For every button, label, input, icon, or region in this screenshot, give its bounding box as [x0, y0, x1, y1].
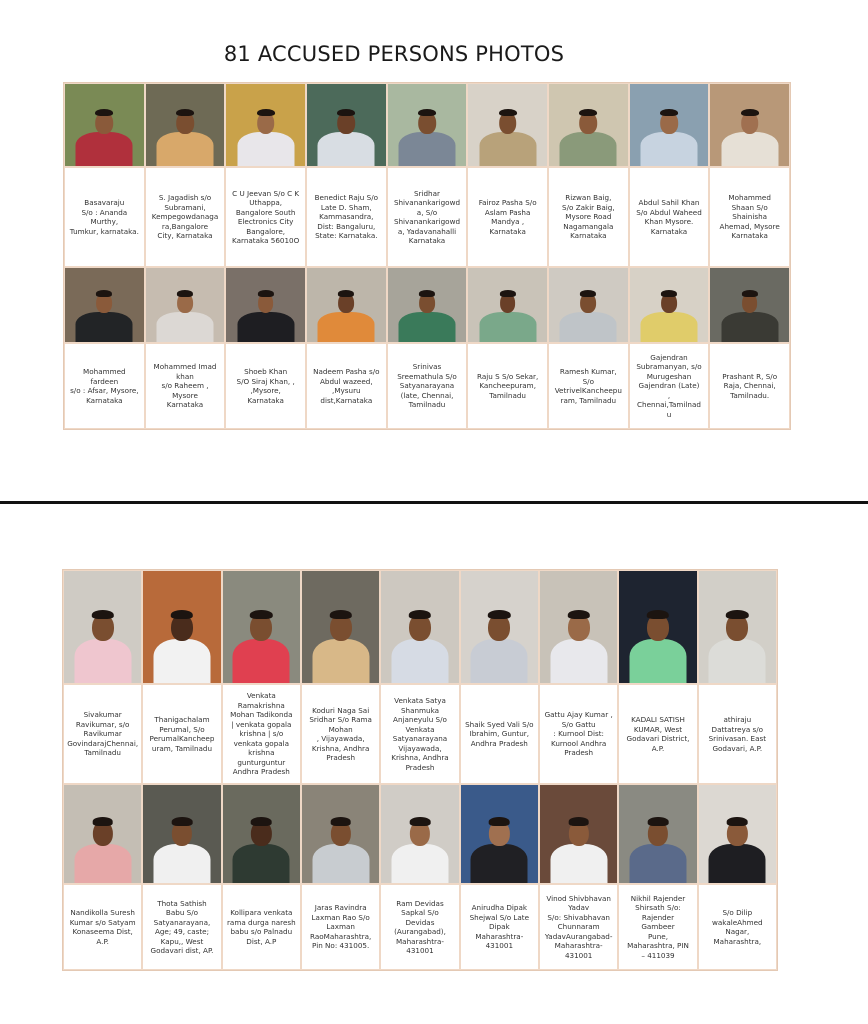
person-figure	[469, 791, 529, 883]
caption-line: ,	[667, 390, 671, 400]
caption-line: Mohammed	[83, 367, 126, 376]
caption-line: Aslam Pasha	[484, 207, 531, 217]
caption-line: Mandya ,	[491, 217, 525, 226]
caption-line: Devidas	[405, 917, 435, 927]
caption-line: Kurnool Andhra	[550, 738, 607, 748]
person-figure	[558, 270, 618, 342]
caption-line: RaoMaharashtra,	[310, 931, 372, 941]
accused-caption	[306, 167, 387, 267]
caption-line: C U Jeevan S/o C K	[232, 188, 300, 198]
accused-caption	[618, 884, 697, 970]
caption-line: Godavari dist, AP.	[150, 946, 214, 955]
caption-line: Karnataka	[408, 236, 446, 245]
caption-line: Fairoz Pasha S/o	[478, 198, 537, 207]
caption-line: Nagamangala	[563, 221, 614, 231]
accused-photo	[64, 83, 145, 167]
person-figure	[628, 791, 688, 883]
accused-caption	[709, 167, 790, 267]
caption-line: Ramakrishna	[237, 700, 285, 710]
accused-photo	[142, 570, 221, 684]
accused-photo	[301, 570, 380, 684]
accused-caption	[64, 167, 145, 267]
accused-caption	[460, 884, 539, 970]
caption-line: Anirudha Dipak	[471, 903, 528, 913]
accused-caption	[380, 684, 459, 784]
accused-photo	[380, 784, 459, 884]
accused-photo	[467, 83, 548, 167]
caption-line: Subramani,	[164, 202, 206, 212]
person-figure	[478, 270, 538, 342]
caption-line: Thanigachalam	[154, 715, 210, 724]
caption-line: S/o : Ananda	[81, 207, 128, 217]
caption-line: Shanmuka	[400, 705, 440, 715]
caption-line: (late, Chennai,	[400, 390, 454, 400]
caption-line: Thota Sathish	[157, 898, 207, 908]
caption-line: Mohan	[328, 724, 353, 734]
caption-line: Maharashtra-	[554, 941, 603, 951]
caption-line: Kempegowdanaga	[151, 212, 219, 222]
caption-line: babu s/o Palnadu	[230, 927, 293, 936]
person-figure	[74, 270, 134, 342]
caption-line: Yadav	[568, 903, 590, 913]
caption-line: 431001	[564, 950, 593, 960]
caption-line: Gajendran (Late)	[638, 381, 700, 391]
caption-line: Laxman Rao S/o	[311, 912, 370, 922]
caption-line: Sapkal S/o	[401, 908, 439, 917]
accused-photo	[222, 784, 301, 884]
caption-line: Godavari, A.P.	[712, 743, 763, 753]
caption-line: Vijayawada,	[398, 743, 442, 753]
accused-caption	[387, 167, 468, 267]
caption-line: S/o Abdul Waheed	[636, 207, 702, 217]
caption-line: 431001	[406, 946, 434, 955]
caption-line: S/o Zakir Baig,	[562, 202, 615, 212]
caption-line: S/o Gattu	[561, 719, 596, 729]
caption-line: Karnataka	[570, 231, 607, 241]
person-figure	[720, 270, 780, 342]
person-figure	[152, 579, 212, 683]
caption-line: Venkata	[405, 724, 435, 734]
caption-line: Kancheepuram,	[479, 381, 536, 391]
accused-caption	[618, 684, 697, 784]
accused-caption	[709, 343, 790, 429]
caption-line: Babu S/o	[165, 908, 199, 917]
caption-line: Dattatreya s/o	[711, 724, 764, 734]
caption-line: Konaseema Dist,	[72, 927, 133, 936]
accused-caption	[63, 684, 142, 784]
caption-line: Dist: Bangaluru,	[317, 221, 376, 231]
caption-line: 431001	[485, 941, 514, 951]
caption-line: gunturguntur	[237, 757, 286, 767]
caption-line: Dist, A.P	[246, 936, 277, 946]
accused-caption	[539, 684, 618, 784]
caption-line: Abdul Sahil Khan	[638, 198, 700, 207]
caption-line: Chunnaram	[557, 922, 600, 932]
caption-line: Godavari District,	[626, 734, 690, 743]
accused-caption	[142, 684, 221, 784]
caption-line: Jaras Ravindra	[314, 903, 367, 913]
accused-caption	[380, 884, 459, 970]
caption-line: Bangalore South	[235, 207, 296, 217]
caption-line: Maharashtra-	[395, 936, 444, 946]
person-figure	[236, 86, 296, 166]
caption-line: Dipak	[488, 922, 510, 932]
accused-photo	[63, 784, 142, 884]
caption-line: Mohammed Imad	[153, 362, 217, 372]
person-figure	[390, 579, 450, 683]
person-figure	[720, 86, 780, 166]
caption-line: Shivanankarigowd	[393, 217, 461, 226]
caption-line: dist,Karnataka	[320, 395, 373, 405]
accused-photo	[225, 267, 306, 343]
accused-caption	[467, 167, 548, 267]
caption-line: PerumalKancheep	[149, 734, 215, 743]
caption-line: Andhra Pradesh	[232, 767, 290, 777]
caption-line: Laxman	[326, 922, 355, 932]
caption-line: Raju S S/o Sekar,	[477, 371, 539, 381]
caption-line: City, Karnataka	[157, 231, 213, 241]
person-figure	[707, 579, 767, 683]
caption-line: Tumkur, karnataka.	[69, 226, 139, 236]
caption-line: Gajendran	[650, 352, 688, 362]
caption-line: ,Mysuru	[332, 386, 361, 395]
accused-photo	[145, 267, 226, 343]
caption-line: Kammasandra,	[319, 212, 374, 222]
caption-line: Mohan Tadikonda	[230, 710, 293, 720]
caption-line: Khan Mysore.	[644, 217, 694, 226]
caption-line: Abdul wazeed,	[320, 376, 373, 386]
caption-line: Sreemathula S/o	[397, 371, 457, 381]
caption-line: Age; 49, caste;	[154, 927, 210, 936]
accused-caption	[145, 167, 226, 267]
person-figure	[311, 579, 371, 683]
caption-line: Karnataka	[650, 226, 688, 236]
caption-line: Rizwan Baig,	[565, 193, 612, 203]
person-figure	[311, 791, 371, 883]
caption-line: Shaan S/o	[731, 202, 768, 212]
caption-line: Srinivasan. East	[708, 734, 767, 743]
caption-line: s/o : Afsar, Mysore,	[70, 386, 139, 395]
accused-caption	[548, 167, 629, 267]
person-figure	[316, 86, 376, 166]
accused-caption	[64, 343, 145, 429]
person-figure	[74, 86, 134, 166]
caption-line: u	[666, 409, 672, 419]
caption-line: GovindarajChennai,	[67, 738, 139, 748]
accused-caption	[63, 884, 142, 970]
photo-sheet-bottom	[62, 569, 778, 971]
caption-line: Anjaneyulu S/o	[393, 715, 447, 724]
caption-line: Chennai,Tamilnad	[637, 400, 701, 410]
caption-line: | venkata gopala	[231, 719, 292, 729]
caption-line: Srinivas	[412, 362, 442, 372]
caption-line: Nagar,	[725, 927, 750, 936]
caption-line: Sridhar	[413, 188, 440, 198]
caption-line: Maharashtra-	[475, 931, 524, 941]
caption-line: Krishna, Andhra	[311, 743, 370, 753]
accused-caption	[142, 884, 221, 970]
accused-photo	[548, 83, 629, 167]
caption-line: VetrivelKancheepu	[554, 386, 622, 395]
caption-line: s/o Raheem ,	[161, 381, 209, 391]
caption-line: Karnataka	[86, 395, 123, 405]
person-figure	[558, 86, 618, 166]
caption-line: Uthappa,	[249, 198, 283, 207]
caption-line: Murthy,	[90, 217, 119, 226]
accused-photo	[222, 570, 301, 684]
caption-line: Subramanyan, s/o	[636, 362, 702, 372]
caption-line: Nandikolla Suresh	[70, 908, 135, 917]
accused-caption	[629, 167, 710, 267]
caption-line: Kollipara venkata	[230, 908, 293, 917]
accused-caption	[222, 684, 301, 784]
caption-line: Satyanarayana	[392, 734, 448, 743]
caption-line: S/o: Shivabhavan	[547, 912, 610, 922]
accused-photo	[629, 83, 710, 167]
caption-line: Sivakumar	[83, 710, 122, 720]
caption-line: Ramesh Kumar,	[559, 367, 617, 376]
caption-line: Maharashtra, PIN	[627, 941, 689, 951]
caption-line: fardeen	[90, 376, 119, 386]
person-figure	[628, 579, 688, 683]
caption-line: Nadeem Pasha s/o	[313, 367, 380, 376]
caption-line: Shirsath S/o:	[635, 903, 681, 913]
accused-photo	[539, 570, 618, 684]
person-figure	[231, 579, 291, 683]
accused-caption	[306, 343, 387, 429]
caption-line: KUMAR, West	[633, 724, 683, 734]
accused-photo	[306, 83, 387, 167]
caption-line: Shainisha	[732, 212, 768, 222]
accused-photo	[460, 570, 539, 684]
caption-line: Mohammed	[728, 193, 771, 203]
accused-caption	[222, 884, 301, 970]
caption-line: krishna | s/o	[239, 729, 284, 739]
accused-photo	[698, 784, 777, 884]
accused-caption	[145, 343, 226, 429]
caption-line: (Aurangabad),	[394, 927, 446, 936]
divider	[0, 501, 868, 504]
caption-line: Prashant R, S/o	[722, 371, 778, 381]
person-figure	[549, 579, 609, 683]
caption-line: Ibrahim, Guntur,	[469, 729, 530, 739]
caption-line: venkata gopala	[233, 738, 290, 748]
caption-line: Late D. Sham,	[320, 202, 372, 212]
person-figure	[639, 270, 699, 342]
caption-line: athiraju	[723, 715, 752, 724]
accused-caption	[539, 884, 618, 970]
accused-photo	[548, 267, 629, 343]
accused-photo	[142, 784, 221, 884]
caption-line: Pradesh	[405, 762, 435, 772]
caption-line: Tamilnadu	[84, 748, 121, 758]
caption-line: Benedict Raju S/o	[314, 193, 379, 203]
person-figure	[316, 270, 376, 342]
caption-line: YadavAurangabad-	[544, 931, 613, 941]
accused-caption	[301, 684, 380, 784]
caption-line: a, S/o	[416, 207, 438, 217]
page-title: 81 ACCUSED PERSONS PHOTOS	[223, 42, 565, 66]
caption-line: KADALI SATISH	[631, 715, 685, 724]
person-figure	[469, 579, 529, 683]
accused-photo	[225, 83, 306, 167]
caption-line: Nikhil Rajender	[630, 893, 686, 903]
caption-line: Ahemad, Mysore	[719, 221, 780, 231]
caption-line: Shivanankarigowd	[393, 198, 461, 207]
caption-line: Andhra Pradesh	[470, 738, 528, 748]
caption-line: Pradesh	[326, 753, 356, 762]
caption-line: Rajender	[641, 912, 675, 922]
accused-photo	[145, 83, 226, 167]
caption-line: Mysore Road	[565, 212, 612, 222]
accused-caption	[698, 884, 777, 970]
caption-line: Satyanarayana,	[153, 917, 211, 927]
caption-line: Basavaraju	[84, 198, 125, 207]
caption-line: Karnataka 56010O	[232, 236, 300, 245]
caption-line: Venkata Satya	[394, 696, 446, 705]
person-figure	[73, 791, 133, 883]
accused-photo	[301, 784, 380, 884]
accused-caption	[225, 343, 306, 429]
caption-line: Gattu Ajay Kumar ,	[544, 710, 613, 720]
caption-line: Kapu,, West	[160, 936, 204, 946]
accused-caption	[467, 343, 548, 429]
caption-line: Karnataka	[247, 395, 284, 405]
caption-line: State: Karnataka.	[315, 231, 378, 241]
person-figure	[397, 270, 457, 342]
person-figure	[231, 791, 291, 883]
caption-line: , Vijayawada,	[316, 734, 365, 743]
person-figure	[155, 86, 215, 166]
caption-line: S. Jagadish s/o	[158, 193, 212, 203]
caption-line: ram, Tamilnadu	[560, 395, 617, 405]
caption-line: Tamilnadu	[489, 390, 526, 400]
person-figure	[549, 791, 609, 883]
caption-line: Tamilnadu	[408, 400, 446, 410]
photo-sheet-top	[63, 82, 791, 430]
accused-caption	[301, 884, 380, 970]
caption-line: Perumal, S/o	[159, 724, 205, 734]
person-figure	[73, 579, 133, 683]
accused-photo	[467, 267, 548, 343]
caption-line: Electronics City	[237, 217, 294, 226]
caption-line: Gambeer	[641, 922, 675, 932]
caption-line: Koduri Naga Sai	[312, 705, 370, 715]
caption-line: A.P.	[96, 936, 109, 946]
caption-line: A.P.	[651, 743, 665, 753]
person-figure	[478, 86, 538, 166]
accused-photo	[460, 784, 539, 884]
accused-photo	[629, 267, 710, 343]
accused-photo	[64, 267, 145, 343]
accused-photo	[539, 784, 618, 884]
person-figure	[236, 270, 296, 342]
caption-line: Karnataka	[731, 231, 768, 241]
accused-photo	[618, 570, 697, 684]
accused-photo	[698, 570, 777, 684]
caption-line: S/O Siraj Khan, ,	[236, 376, 295, 386]
accused-photo	[709, 83, 790, 167]
caption-line: wakaleAhmed	[712, 917, 763, 927]
caption-line: Ram Devidas	[396, 898, 444, 908]
caption-line: Pin No: 431005.	[312, 941, 370, 951]
caption-line: S/o Dilip	[722, 908, 753, 917]
caption-line: Kumar s/o Satyam	[69, 917, 136, 927]
caption-line: Bangalore,	[246, 226, 286, 236]
caption-line: Karnataka	[166, 400, 204, 410]
caption-line: uram, Tamilnadu	[151, 743, 213, 753]
caption-line: Murugeshan	[646, 371, 692, 381]
caption-line: Vinod Shivbhavan	[546, 893, 611, 903]
person-figure	[397, 86, 457, 166]
accused-caption	[548, 343, 629, 429]
caption-line: khan	[176, 371, 194, 381]
caption-line: Shoeb Khan	[244, 367, 288, 376]
caption-line: Ravikumar, s/o	[75, 719, 130, 729]
caption-line: rama durga naresh	[226, 917, 296, 927]
accused-photo	[709, 267, 790, 343]
accused-photo	[387, 83, 468, 167]
caption-line: Tamilnadu.	[730, 390, 770, 400]
caption-line: Pune,	[647, 931, 668, 941]
person-figure	[152, 791, 212, 883]
person-figure	[390, 791, 450, 883]
accused-caption	[698, 684, 777, 784]
accused-photo	[306, 267, 387, 343]
person-figure	[639, 86, 699, 166]
caption-line: Shaik Syed Vali S/o	[465, 719, 534, 729]
caption-line: Raja, Chennai,	[723, 381, 776, 391]
caption-line: ,Mysore,	[250, 386, 281, 395]
person-figure	[155, 270, 215, 342]
caption-line: Maharashtra,	[713, 936, 762, 946]
caption-line: : Kurnool Dist:	[553, 729, 604, 739]
caption-line: Shejwal S/o Late	[469, 912, 530, 922]
caption-line: a, Yadavanahalli	[397, 226, 457, 236]
caption-line: Krishna, Andhra	[391, 753, 449, 762]
caption-line: Satyanarayana	[399, 381, 455, 391]
accused-caption	[387, 343, 468, 429]
accused-photo	[618, 784, 697, 884]
accused-caption	[460, 684, 539, 784]
accused-photo	[63, 570, 142, 684]
caption-line: ra,Bangalore	[161, 221, 209, 231]
caption-line: Sridhar S/o Rama	[309, 715, 372, 724]
caption-line: Venkata	[246, 691, 276, 701]
caption-line: Karnataka	[489, 226, 526, 236]
accused-photo	[380, 570, 459, 684]
person-figure	[707, 791, 767, 883]
caption-line: Ravikumar	[83, 729, 122, 739]
caption-line: Mysore	[172, 390, 198, 400]
caption-line: S/o	[582, 376, 594, 386]
accused-photo	[387, 267, 468, 343]
accused-caption	[225, 167, 306, 267]
caption-line: Pradesh	[564, 748, 594, 758]
caption-line: – 411039	[641, 950, 675, 960]
accused-caption	[629, 343, 710, 429]
caption-line: krishna	[248, 748, 275, 758]
